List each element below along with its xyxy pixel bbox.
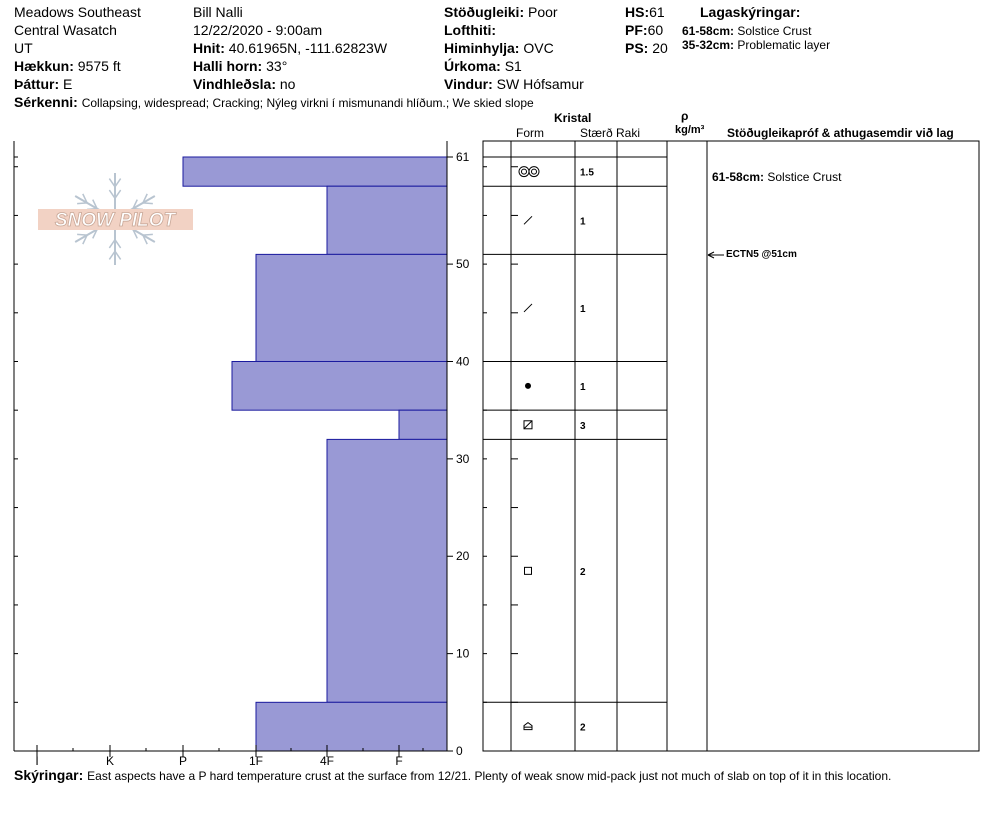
legend-2-range: 35-32cm: (682, 38, 735, 52)
size-header: Stærð (580, 126, 613, 140)
location-name: Meadows Southeast (14, 4, 141, 20)
grain-size-value: 3 (580, 420, 586, 432)
footer-notes (14, 767, 891, 784)
stability-tests-header: Stöðugleikapróf & athugasemdir við lag (727, 126, 954, 140)
slope-label: Halli horn: (193, 58, 263, 74)
grain-size-value: 1 (580, 381, 586, 393)
table-border (483, 141, 979, 751)
depth-tick-label: 61 (456, 150, 470, 164)
elevation-label: Hækkun: (14, 58, 74, 74)
grain-size-value: 1 (580, 216, 586, 228)
hs-value: 61 (649, 4, 665, 20)
hardness-bar (183, 157, 447, 186)
grain-form-icon (524, 216, 532, 224)
grain-size-value: 1 (580, 303, 586, 315)
snowflake-branch (143, 203, 153, 204)
crystal-header: Kristal (554, 111, 592, 125)
grain-form-icon (524, 421, 532, 429)
density-unit: kg/m³ (675, 124, 705, 136)
hs-label: HS: (625, 4, 650, 20)
sky-value: OVC (523, 40, 554, 56)
grain-size-value: 2 (580, 722, 586, 734)
hardness-bar (256, 702, 447, 751)
depth-tick-label: 30 (456, 451, 470, 466)
pf-label: PF: (625, 22, 648, 38)
legend-title: Lagaskýringar: (700, 4, 801, 20)
pf-value: 60 (647, 22, 664, 38)
aspect-label: Þáttur: (14, 76, 60, 92)
wind-loading-label: Vindhleðsla: (193, 76, 276, 92)
grain-form-icon (522, 169, 527, 174)
hardness-tick-label: 4F (319, 754, 335, 768)
hardness-tick-label: F (395, 754, 403, 768)
grain-form-icon (519, 167, 529, 177)
stability-test-result: ECTN5 @51cm (726, 249, 797, 260)
grain-form-icon (524, 304, 532, 312)
grain-form-icon (529, 167, 539, 177)
snowflake-branch (77, 234, 87, 235)
coords-label: Hnit: (193, 40, 225, 56)
legend-2-text: Problematic layer (737, 38, 831, 52)
grain-form-icons (519, 167, 594, 734)
hardness-tick-label: I (35, 754, 39, 768)
logo-text: SNOW PILOT (54, 210, 176, 231)
hardness-tick-label: P (178, 754, 188, 768)
snowpilot-logo (38, 173, 193, 265)
precip-value: S1 (504, 58, 522, 74)
snowflake-branch (77, 203, 87, 204)
layer-comment-1 (712, 170, 841, 184)
depth-tick-label: 50 (456, 257, 470, 272)
layer-table (483, 141, 979, 751)
hardness-tick-label: K (105, 754, 115, 768)
precip-label: Úrkoma: (444, 58, 501, 74)
state-name: UT (14, 40, 33, 56)
stability-label: Stöðugleiki: (444, 4, 525, 20)
depth-tick-label: 10 (456, 646, 470, 661)
moisture-header: Raki (616, 126, 641, 140)
wind-value: SW Hófsamur (496, 76, 584, 92)
hardness-bar (256, 254, 447, 361)
stability-value: Poor (528, 4, 558, 20)
observer-name: Bill Nalli (193, 4, 243, 20)
ps-value: 20 (652, 40, 668, 56)
hardness-bars (183, 157, 447, 751)
hardness-tick-label: 1F (248, 754, 264, 768)
grain-form-icon (524, 723, 532, 730)
comment-text: Solstice Crust (767, 170, 842, 184)
air-temp-label: Lofthiti: (444, 22, 497, 38)
legend-1-range: 61-58cm: (682, 24, 735, 38)
legend-1-text: Solstice Crust (737, 24, 812, 38)
density-symbol: ρ (681, 109, 689, 123)
form-header: Form (516, 126, 544, 140)
hardness-bar (232, 361, 447, 410)
wind-label: Vindur: (444, 76, 493, 92)
ps-label: PS: (625, 40, 649, 56)
grain-form-icon (532, 169, 537, 174)
hardness-bar (327, 439, 447, 702)
footer-label: Skýringar: (14, 767, 84, 783)
comment-range: 61-58cm: (712, 170, 765, 184)
coords-value: 40.61965N, -111.62823W (228, 40, 388, 56)
grain-form-icon (525, 567, 532, 574)
depth-tick-label: 0 (456, 744, 463, 758)
features-label: Sérkenni: (14, 94, 78, 110)
grain-form-icon (525, 383, 531, 389)
features-value: Collapsing, widespread; Cracking; Nýleg virkni í mismunandi hlíðum.; We skied slope (81, 96, 534, 110)
grain-size-value: 2 (580, 566, 586, 578)
depth-axis (447, 150, 470, 758)
grain-size-value: 1.5 (580, 167, 594, 179)
hardness-bar (399, 410, 447, 439)
hardness-bar (327, 186, 447, 254)
range-name: Central Wasatch (14, 22, 117, 38)
snowflake-branch (143, 234, 153, 235)
observation-datetime: 12/22/2020 - 9:00am (193, 22, 323, 38)
slope-value: 33° (266, 58, 288, 74)
depth-tick-label: 40 (456, 354, 470, 369)
depth-tick-label: 20 (456, 549, 470, 564)
elevation-value: 9575 ft (77, 58, 121, 74)
aspect-value: E (63, 76, 73, 92)
wind-loading-value: no (279, 76, 296, 92)
footer-text: East aspects have a P hard temperature crust at the surface from 12/21. Plenty of weak snow mid-pack just not much of slab on top of it in this location. (87, 769, 892, 783)
sky-label: Himinhylja: (444, 40, 520, 56)
